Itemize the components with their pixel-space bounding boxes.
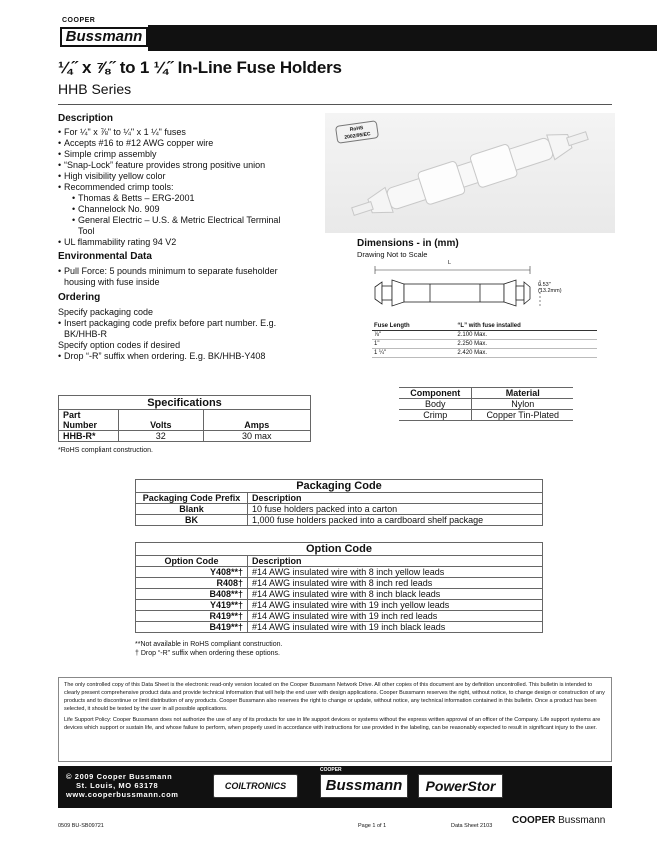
table-cell: B408**† — [136, 589, 248, 600]
table-row — [136, 567, 543, 578]
list-item: • Thomas & Betts – ERG-2001 — [72, 193, 323, 204]
powerstor-logo: PowerStor — [418, 774, 503, 798]
table-cell: #14 AWG insulated wire with 8 inch red leads — [248, 578, 543, 589]
rohs-badge: RoHS 2002/95/EC — [335, 120, 379, 144]
page-title: ¼˝ x ⅞˝ to 1 ¼˝ In-Line Fuse Holders — [58, 58, 342, 77]
page-number: Page 1 of 1 — [358, 823, 387, 829]
specifications-footnote: *RoHS compliant construction. — [58, 447, 153, 454]
table-cell: 2.100 Max. — [457, 332, 488, 338]
data-sheet-number: Data Sheet 2103 — [451, 823, 493, 829]
table-cell: #14 AWG insulated wire with 8 inch black leads — [248, 589, 543, 600]
list-item: • For ¼" x ⅞" to ¼" x 1 ¼" fuses — [58, 127, 323, 138]
table-cell: 1,000 fuse holders packed into a cardboard shelf package — [248, 515, 543, 526]
specifications-table — [58, 395, 311, 442]
list-item: • Channelock No. 909 — [72, 204, 323, 215]
table-cell: #14 AWG insulated wire with 19 inch yellow leads — [248, 600, 543, 611]
table-row — [136, 622, 543, 633]
column-header: Packaging Code Prefix — [136, 493, 248, 504]
header-band — [148, 25, 657, 51]
table-row — [136, 611, 543, 622]
table-row — [399, 410, 573, 421]
environmental-list — [58, 266, 323, 288]
page-subtitle: HHB Series — [58, 81, 132, 97]
footer-address — [66, 772, 179, 799]
dimension-diameter-label: 0.53" (13.2mm) — [538, 282, 562, 294]
title-divider — [58, 104, 612, 105]
dimensions-note: Drawing Not to Scale — [357, 250, 428, 259]
cooper-bussmann-logo — [512, 815, 605, 826]
option-footnote: † Drop “-R” suffix when ordering these options. — [135, 650, 280, 657]
table-cell: #14 AWG insulated wire with 19 inch red leads — [248, 611, 543, 622]
table-cell: Body — [399, 399, 472, 410]
dimension-drawing — [370, 262, 570, 317]
left-column — [58, 113, 323, 362]
copyright: © 2009 Cooper Bussmann — [66, 772, 173, 781]
table-cell: Blank — [136, 504, 248, 515]
specifications-caption: Specifications — [59, 396, 311, 410]
environmental-heading: Environmental Data — [58, 251, 152, 262]
description-list-end — [58, 237, 323, 248]
disclaimer-text: The only controlled copy of this Data Sheet is the electronic read-only version located on the Cooper Bussmann Network Drive. All other copies of this document are by definition uncontrolled. This bulletin is intended to clearly present comprehensive product data and provide technical information that will help the end user with design applications. Cooper Bussmann reserves the right, without notice, to change design or construction of any products and to discontinue or limit distribution of any products. Cooper Bussmann also reserves the right to change or update, without notice, any technical information contained in this bulletin. Once a product has been selected, it should be tested by the user in all possible applications. — [64, 682, 605, 712]
table-cell: #14 AWG insulated wire with 19 inch black leads — [248, 622, 543, 633]
list-item: • “Snap-Lock” feature provides strong positive union — [58, 160, 323, 171]
table-cell: 2.250 Max. — [457, 341, 488, 347]
list-item: • High visibility yellow color — [58, 171, 323, 182]
list-item: • General Electric – U.S. & Metric Electrical Terminal Tool — [72, 215, 282, 237]
table-cell: B419**† — [136, 622, 248, 633]
table-cell: 2.420 Max. — [457, 350, 488, 356]
table-row — [136, 515, 543, 526]
list-item: • Pull Force: 5 pounds minimum to separate fuseholder housing with fuse inside — [58, 266, 298, 288]
table-cell: Copper Tin-Plated — [472, 410, 573, 421]
table-cell: Nylon — [472, 399, 573, 410]
column-header: Description — [248, 556, 543, 567]
table-cell: 32 — [119, 431, 204, 442]
ordering-line: Specify packaging code — [58, 307, 154, 317]
column-header: Description — [248, 493, 543, 504]
list-item: • Recommended crimp tools: — [58, 182, 323, 193]
column-header: “L” with fuse installed — [457, 323, 521, 329]
dimensions-table — [372, 322, 597, 358]
table-cell: Y419**† — [136, 600, 248, 611]
ordering-heading: Ordering — [58, 292, 101, 303]
column-header: Material — [472, 388, 573, 399]
table-cell: HHB-R* — [59, 431, 119, 442]
cooper-word: COOPER — [512, 815, 556, 826]
table-cell: 10 fuse holders packed into a carton — [248, 504, 543, 515]
logo-cooper-text: COOPER — [62, 17, 96, 24]
list-item: • Accepts #16 to #12 AWG copper wire — [58, 138, 323, 149]
table-row — [136, 589, 543, 600]
column-header: Part Number — [59, 410, 119, 431]
table-row — [372, 331, 597, 340]
table-row — [136, 578, 543, 589]
life-support-text: Life Support Policy: Cooper Bussmann does not authorize the use of any of its products for use in life support devices or systems without the express written approval of an officer of the Company. Life support systems are devices which support or sustain life, and whose failure to perform, when properly used in accordance with instructions for use provided in the labeling, can be reasonably expected to result in significant injury to the user. — [64, 717, 601, 731]
description-list — [58, 127, 323, 193]
ordering-list — [58, 351, 323, 362]
list-item: • Insert packaging code prefix before part number. E.g. BK/HHB-R — [58, 318, 308, 340]
option-code-table — [135, 542, 543, 633]
coiltronics-logo: COILTRONICS — [213, 774, 298, 798]
doc-code: 0509 BU-SB09721 — [58, 823, 104, 829]
table-row — [136, 504, 543, 515]
table-cell: 1 ¼" — [374, 350, 387, 356]
table-cell: Y408**† — [136, 567, 248, 578]
list-item: • UL flammability rating 94 V2 — [58, 237, 323, 248]
bussmann-word: Bussmann — [558, 815, 606, 826]
table-cell: R408† — [136, 578, 248, 589]
option-footnote: **Not available in RoHS compliant construction. — [135, 641, 283, 648]
city: St. Louis, MO 63178 — [76, 781, 159, 790]
table-row — [372, 340, 597, 349]
table-cell: ⅞" — [374, 332, 382, 338]
table-cell: 30 max — [203, 431, 310, 442]
footer-band — [58, 766, 612, 808]
bussmann-footer-logo: Bussmann — [320, 774, 408, 798]
column-header: Amps — [203, 410, 310, 431]
option-caption: Option Code — [136, 543, 543, 556]
disclaimer-box — [58, 677, 612, 762]
table-cell: 1" — [374, 341, 380, 347]
crimp-tools-list — [72, 193, 323, 237]
description-heading: Description — [58, 113, 114, 124]
bussmann-logo: Bussmann — [60, 27, 148, 47]
packaging-table — [135, 479, 543, 526]
column-header: Fuse Length — [374, 323, 410, 329]
table-row — [136, 600, 543, 611]
table-row — [372, 349, 597, 358]
column-header: Option Code — [136, 556, 248, 567]
website: www.cooperbussmann.com — [66, 790, 179, 799]
dimension-l-label: L — [448, 260, 452, 266]
material-table — [399, 387, 573, 421]
table-row — [59, 431, 311, 442]
list-item: • Drop “-R” suffix when ordering. E.g. BK/HHB-Y408 — [58, 351, 323, 362]
column-header: Volts — [119, 410, 204, 431]
table-cell: BK — [136, 515, 248, 526]
packaging-caption: Packaging Code — [136, 480, 543, 493]
ordering-list — [58, 318, 323, 340]
column-header: Component — [399, 388, 472, 399]
ordering-line: Specify option codes if desired — [58, 340, 181, 350]
table-cell: R419**† — [136, 611, 248, 622]
cooper-small-logo: COOPER — [320, 767, 342, 773]
list-item: • Simple crimp assembly — [58, 149, 323, 160]
table-cell: Crimp — [399, 410, 472, 421]
table-row — [399, 399, 573, 410]
dimensions-heading: Dimensions - in (mm) — [357, 238, 459, 249]
table-cell: #14 AWG insulated wire with 8 inch yellow leads — [248, 567, 543, 578]
